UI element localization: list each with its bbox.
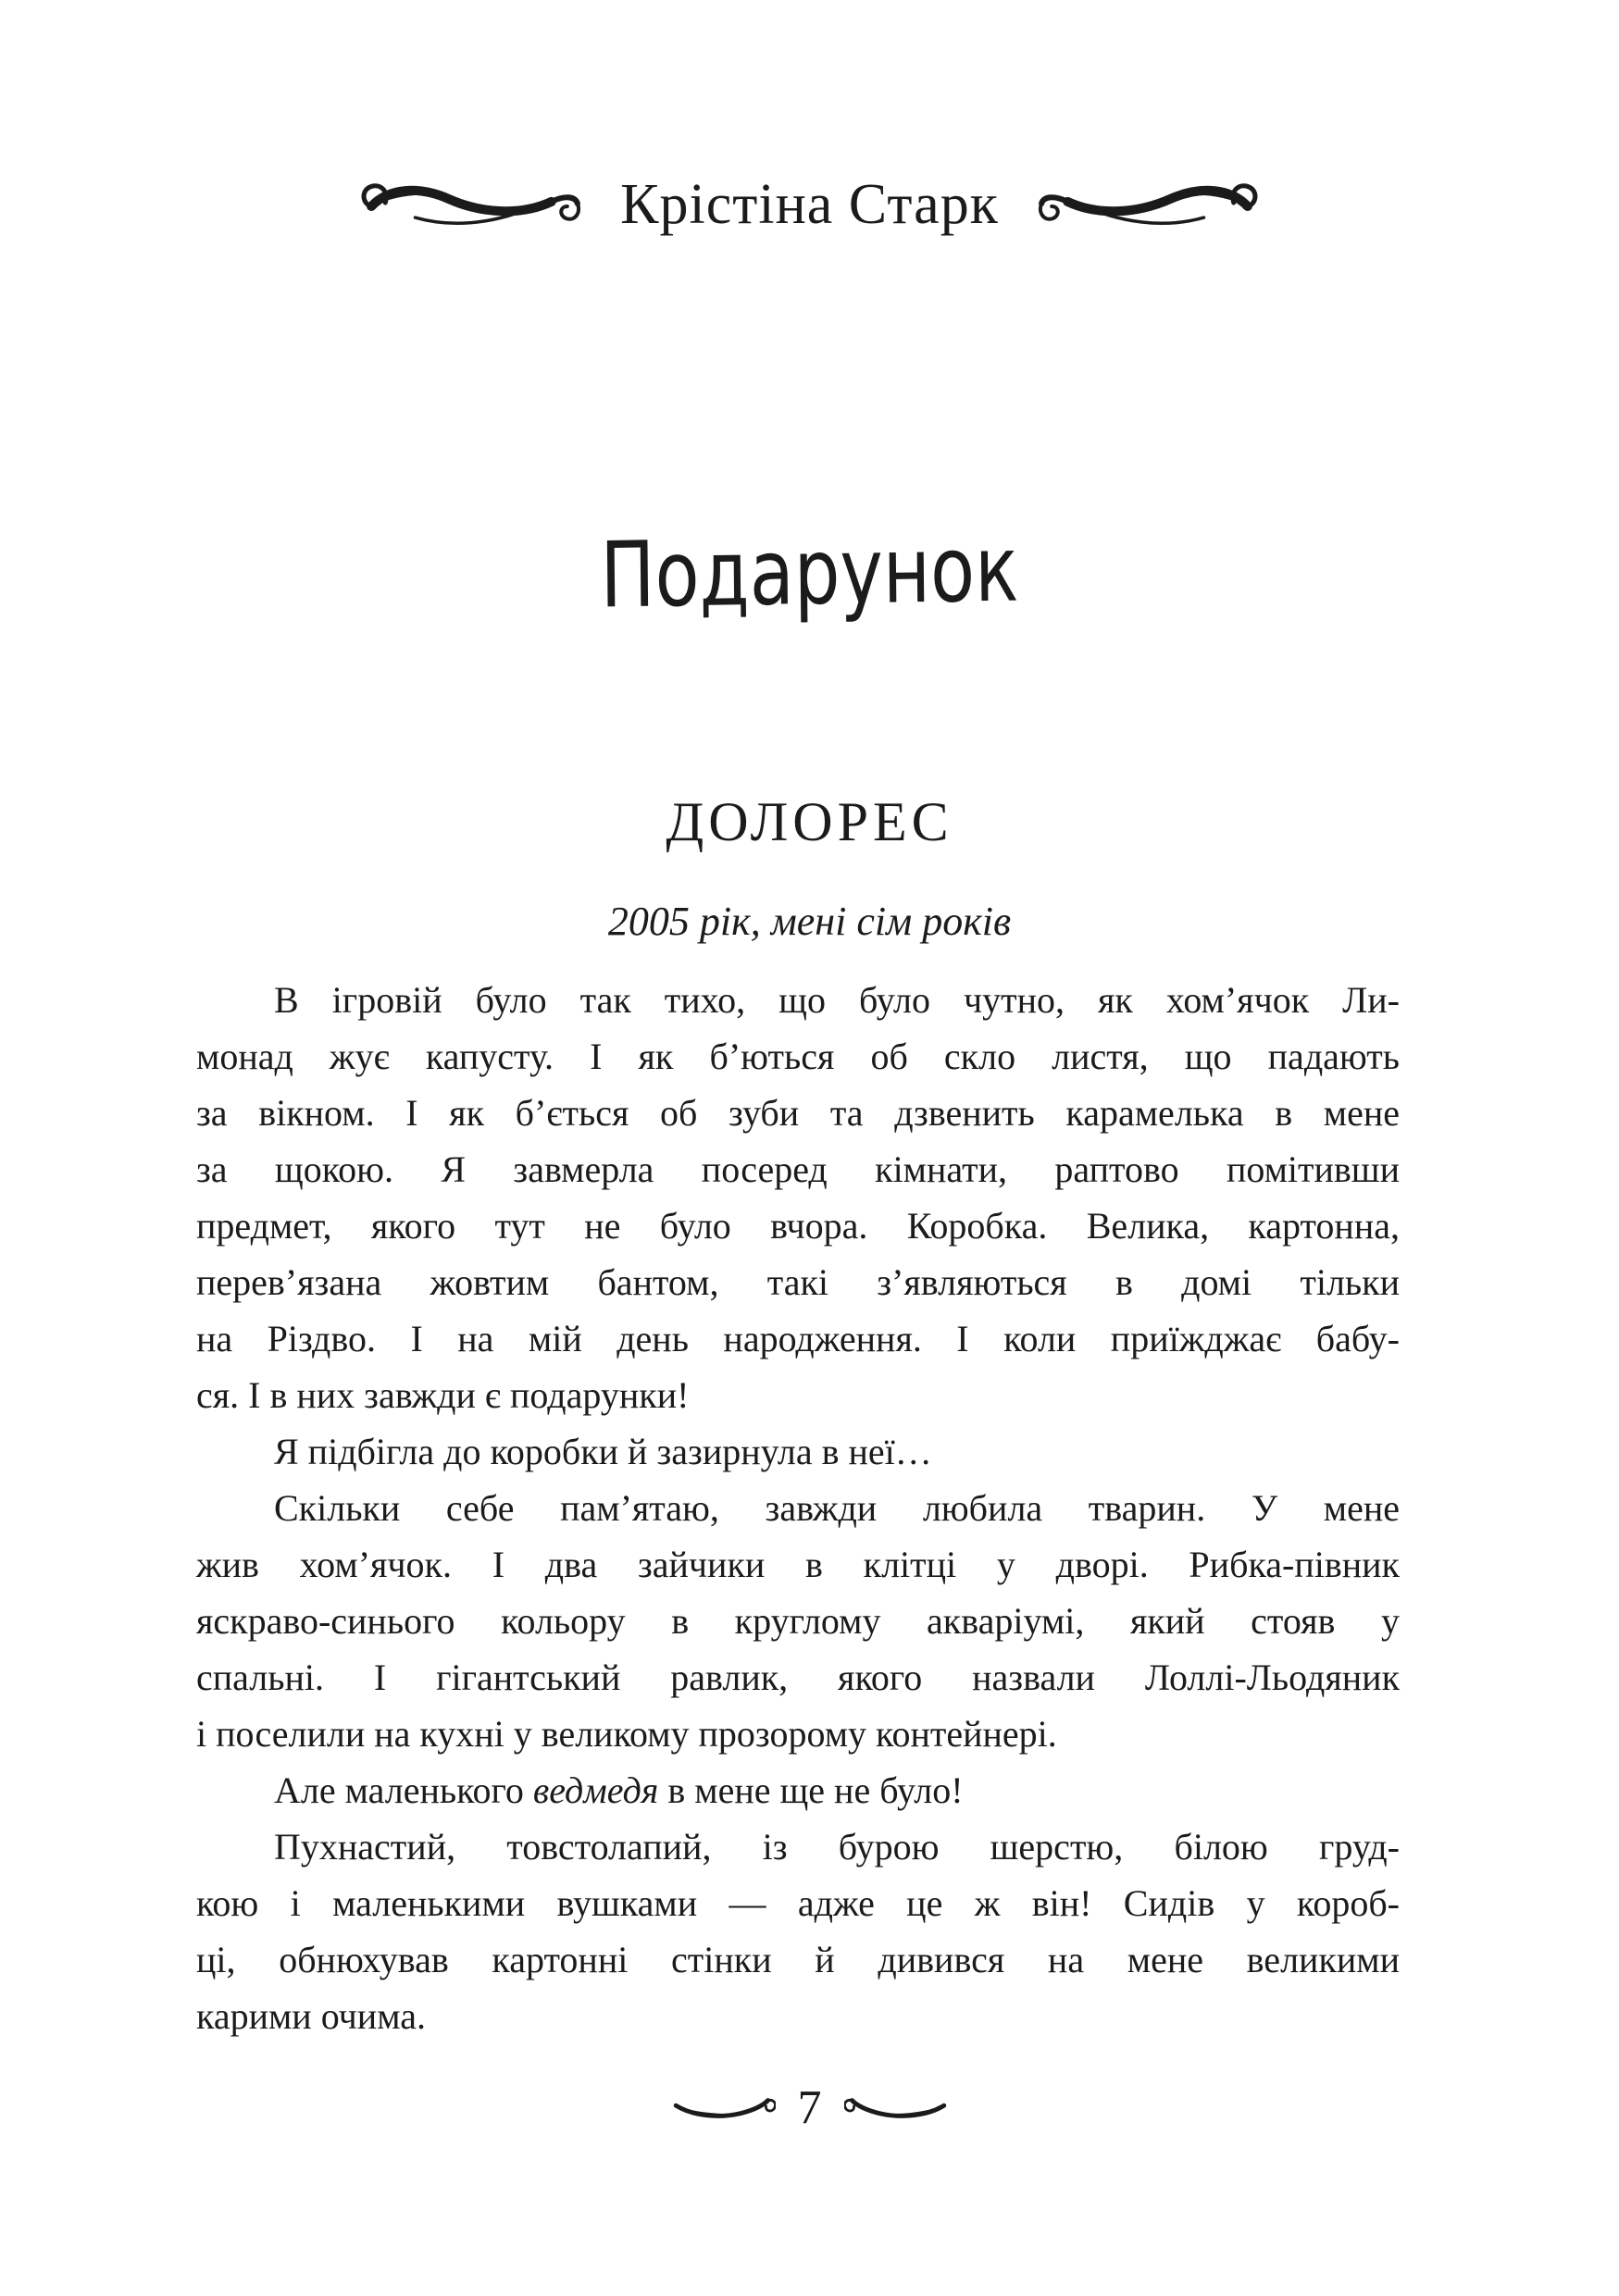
body-line bbox=[196, 1649, 1400, 1706]
body-line bbox=[196, 1988, 1400, 2044]
body-line bbox=[196, 1141, 1400, 1198]
text-segment: в мене ще не було! bbox=[658, 1769, 964, 1811]
body-line bbox=[196, 1367, 1400, 1423]
text-segment: кою і маленькими вушками — адже це ж він! Сидів у короб- bbox=[196, 1882, 1400, 1924]
text-segment: Але маленького bbox=[274, 1769, 533, 1811]
text-segment: предмет, якого тут не було вчора. Коробка. Велика, картонна, bbox=[196, 1205, 1400, 1247]
body-line bbox=[196, 1762, 1400, 1818]
header-right-swash-icon bbox=[1028, 174, 1262, 235]
chapter-title: Подарунок bbox=[599, 516, 1019, 629]
body-line bbox=[196, 1875, 1400, 1931]
body-line bbox=[196, 1536, 1400, 1593]
text-segment: на Різдво. І на мій день народження. І коли приїжджає бабу- bbox=[196, 1318, 1400, 1359]
footer-left-swash-icon bbox=[672, 2089, 776, 2128]
body-text bbox=[196, 972, 1400, 2044]
text-segment: за вікном. І як б’ється об зуби та дзвенить карамелька в мене bbox=[196, 1092, 1400, 1134]
body-line bbox=[196, 1818, 1400, 1875]
body-line bbox=[196, 1198, 1400, 1254]
body-line bbox=[196, 1423, 1400, 1480]
body-line bbox=[196, 1254, 1400, 1310]
footer-right-swash-icon bbox=[844, 2089, 948, 2128]
body-line bbox=[196, 972, 1400, 1028]
running-head bbox=[0, 174, 1619, 235]
text-segment: ся. І в них завжди є подарунки! bbox=[196, 1374, 690, 1416]
page-footer bbox=[0, 2081, 1619, 2134]
italic-word: ведмедя bbox=[532, 1769, 659, 1811]
page-number: 7 bbox=[797, 2081, 822, 2134]
text-segment: карими очима. bbox=[196, 1995, 426, 2037]
text-segment: перев’язана жовтим бантом, такі з’являються в домі тільки bbox=[196, 1261, 1400, 1303]
text-segment: і поселили на кухні у великому прозорому контейнері. bbox=[196, 1713, 1057, 1755]
text-segment: жив хом’ячок. І два зайчики в клітці у дворі. Рибка-півник bbox=[196, 1544, 1400, 1585]
text-segment: Я підбігла до коробки й зазирнула в неї… bbox=[274, 1431, 932, 1472]
body-line bbox=[196, 1593, 1400, 1649]
body-line bbox=[196, 1028, 1400, 1085]
dateline-subtitle: 2005 рік, мені сім років bbox=[607, 899, 1012, 944]
section-heading: ДОЛОРЕС bbox=[666, 791, 953, 852]
author-name: Крістіна Старк bbox=[620, 173, 999, 236]
body-line bbox=[196, 1931, 1400, 1988]
text-segment: спальні. І гігантський равлик, якого назвали Лоллі-Льодяник bbox=[196, 1657, 1400, 1698]
text-segment: Скільки себе пам’ятаю, завжди любила тварин. У мене bbox=[274, 1487, 1400, 1529]
text-segment: за щокою. Я завмерла посеред кімнати, раптово помітивши bbox=[196, 1148, 1400, 1190]
text-segment: яскраво-синього кольору в круглому акваріумі, який стояв у bbox=[196, 1600, 1400, 1642]
body-line bbox=[196, 1310, 1400, 1367]
text-segment: ці, обнюхував картонні стінки й дивився на мене великими bbox=[196, 1939, 1400, 1980]
header-left-swash-icon bbox=[357, 174, 591, 235]
text-segment: монад жує капусту. І як б’ються об скло листя, що падають bbox=[196, 1036, 1400, 1077]
body-line bbox=[196, 1085, 1400, 1141]
body-line bbox=[196, 1480, 1400, 1536]
text-segment: Пухнастий, товстолапий, із бурою шерстю, білою груд- bbox=[274, 1826, 1400, 1868]
body-line bbox=[196, 1706, 1400, 1762]
text-segment: В ігровій було так тихо, що було чутно, як хом’ячок Ли- bbox=[274, 979, 1400, 1021]
